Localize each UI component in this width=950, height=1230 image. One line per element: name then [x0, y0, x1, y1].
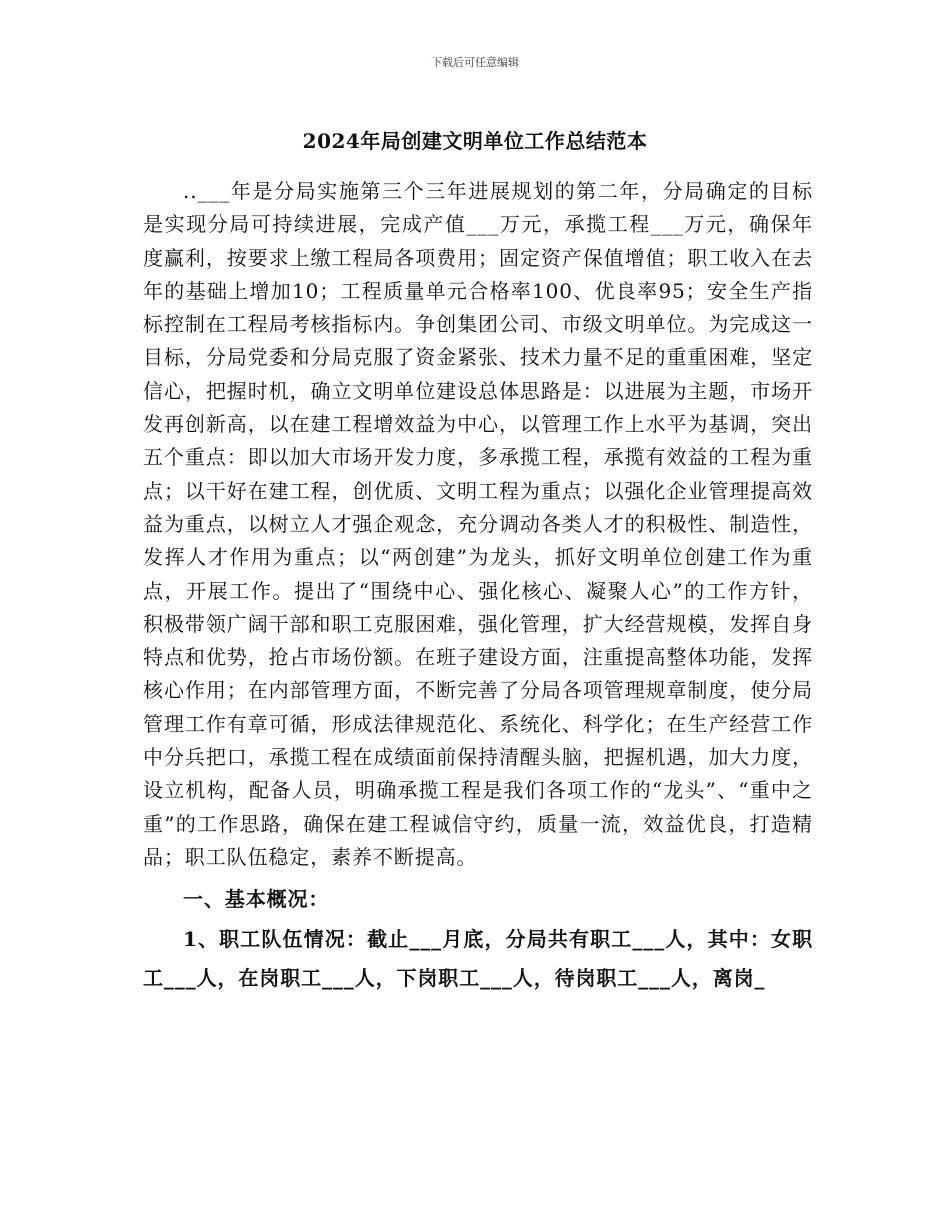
- section-heading-basic-overview: 一、基本概况：: [183, 887, 330, 912]
- document-body: [143, 175, 813, 998]
- item-staff-situation: 1、职工队伍情况：截止___月底，分局共有职工___人，其中：女职工___人，在岗职工___人，下岗职工___人，待岗职工___人，离岗_: [143, 927, 813, 991]
- header-note: 下载后可任意编辑: [431, 56, 519, 69]
- intro-paragraph: ..___年是分局实施第三个三年进展规划的第二年，分局确定的目标是实现分局可持续进展，完成产值___万元，承揽工程___万元，确保年度赢利，按要求上缴工程局各项费用；固定资产保值增值；职工收入在去年的基础上增加10；工程质量单元合格率100、优良率95；安全生产指标控制在工程局考核指标内。争创集团公司、市级文明单位。为完成这一目标，分局党委和分局克服了资金紧张、技术力量不足的重重困难，坚定信心，把握时机，确立文明单位建设总体思路是：以进展为主题，市场开发再创新高，以在建工程增效益为中心，以管理工作上水平为基调，突出五个重点：即以加大市场开发力度，多承揽工程，承揽有效益的工程为重点；以干好在建工程，创优质、文明工程为重点；以强化企业管理提高效益为重点，以树立人才强企观念，充分调动各类人才的积极性、制造性，发挥人才作用为重点；以“两创建”为龙头，抓好文明单位创建工作为重点，开展工作。提出了“围绕中心、强化核心、凝聚人心”的工作方针，积极带领广阔干部和职工克服困难，强化管理，扩大经营规模，发挥自身特点和优势，抢占市场份额。在班子建设方面，注重提高整体功能，发挥核心作用；在内部管理方面，不断完善了分局各项管理规章制度，使分局管理工作有章可循，形成法律规范化、系统化、科学化；在生产经营工作中分兵把口，承揽工程在成绩面前保持清醒头脑，把握机遇，加大力度，设立机构，配备人员，明确承揽工程是我们各项工作的“龙头”、“重中之重”的工作思路，确保在建工程诚信守约，质量一流，效益优良，打造精品；职工队伍稳定，素养不断提高。: [143, 179, 813, 869]
- document-title: 2024年局创建文明单位工作总结范本: [302, 129, 648, 153]
